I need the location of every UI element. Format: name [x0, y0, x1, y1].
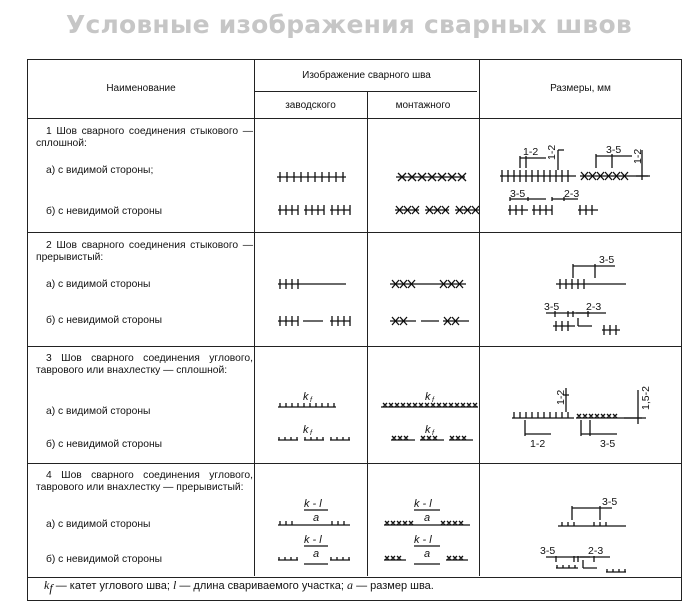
header-image: Изображение сварного шва: [302, 70, 431, 81]
mount-intermittent-visible-symbol: [390, 280, 466, 288]
row4-visible: а) с видимой стороны: [46, 519, 151, 530]
dim-label: 2-3: [588, 545, 604, 557]
svg-text:f: f: [310, 397, 312, 404]
header-factory: заводского: [285, 100, 336, 111]
dim-label: 2-3: [586, 301, 602, 313]
dim-label: 3-5: [606, 144, 622, 156]
dim-label: 3-5: [544, 301, 560, 313]
row1-hidden: б) с невидимой стороны: [46, 206, 163, 217]
page-title: Условные изображения сварных швов: [66, 10, 632, 39]
fraction-top: k - l: [414, 498, 432, 510]
dim-label: 1-2: [523, 146, 539, 158]
row1-dimensions-drawing: [500, 150, 650, 215]
row4-hidden: б) с невидимой стороны: [46, 554, 163, 565]
dim-label: 3-5: [510, 188, 526, 200]
dim-label: 3-5: [540, 545, 556, 557]
mount-intermittent-hidden-symbol: [390, 317, 469, 325]
dim-label: 3-5: [600, 438, 616, 450]
dim-label: 1,5-2: [640, 386, 652, 410]
row3-title: 3 Шов сварного соединения углового, таврового или внахлестку — сплошной:: [36, 353, 253, 376]
row3-dimensions-drawing: [512, 388, 646, 436]
fraction-top: k - l: [304, 498, 322, 510]
dim-label: 1-2: [530, 438, 546, 450]
fraction-top: k - l: [414, 534, 432, 546]
kf-label: k: [303, 424, 309, 436]
dim-label: 3-5: [599, 254, 615, 266]
row1-title: 1 Шов сварного соединения стыкового — сплошной:: [36, 126, 253, 149]
header-name: Наименование: [106, 83, 176, 94]
svg-text:f: f: [432, 430, 434, 437]
row4-dimensions-drawing: [546, 506, 626, 572]
svg-text:f: f: [310, 430, 312, 437]
footnote: $k_f$ — катет углового шва; l — длина свариваемого участка; a — размер шва.: [44, 577, 434, 595]
dim-label: 2-3: [564, 188, 580, 200]
fraction-bottom: a: [313, 548, 320, 560]
factory-continuous-visible-symbol: [277, 172, 346, 182]
row2-dimensions-drawing: [546, 264, 626, 335]
fraction-top: k - l: [304, 534, 322, 546]
factory-intermittent-visible-symbol: [278, 279, 346, 289]
row1-visible: а) с видимой стороны;: [46, 165, 154, 176]
row3-visible: а) с видимой стороны: [46, 406, 151, 417]
mount-continuous-visible-symbol: [396, 173, 466, 181]
header-mount: монтажного: [395, 100, 451, 111]
dim-label: 1-2: [546, 144, 558, 160]
factory-fillet-visible-symbol: [278, 403, 336, 407]
kf-label: k: [425, 391, 431, 403]
fraction-bottom: a: [313, 512, 320, 524]
weld-symbols-drawing: [28, 60, 683, 580]
mount-fillet-visible-symbol: [381, 403, 478, 407]
row2-hidden: б) с невидимой стороны: [46, 315, 163, 326]
fraction-bottom: a: [424, 512, 431, 524]
row2-title: 2 Шов сварного соединения стыкового — прерывистый:: [36, 240, 253, 263]
fraction-bottom: a: [424, 548, 431, 560]
dim-label: 3-5: [602, 496, 618, 508]
row4-title: 4 Шов сварного соединения углового, таврового или внахлестку — прерывистый:: [36, 470, 253, 493]
mount-hidden-symbol: [395, 206, 479, 214]
factory-hidden-symbol: [278, 205, 350, 215]
row3-hidden: б) с невидимой стороны: [46, 439, 163, 450]
weld-symbols-table: [27, 59, 682, 601]
svg-text:f: f: [432, 397, 434, 404]
factory-fillet-hidden-symbol: [278, 437, 350, 440]
factory-intermittent-hidden-symbol: [278, 316, 350, 326]
header-sizes: Размеры, мм: [550, 83, 611, 94]
dim-label: 1-2: [632, 148, 644, 164]
row2-visible: а) с видимой стороны: [46, 279, 151, 290]
kf-label: k: [303, 391, 309, 403]
kf-label: k: [425, 424, 431, 436]
dim-label: 1-2: [555, 389, 567, 405]
